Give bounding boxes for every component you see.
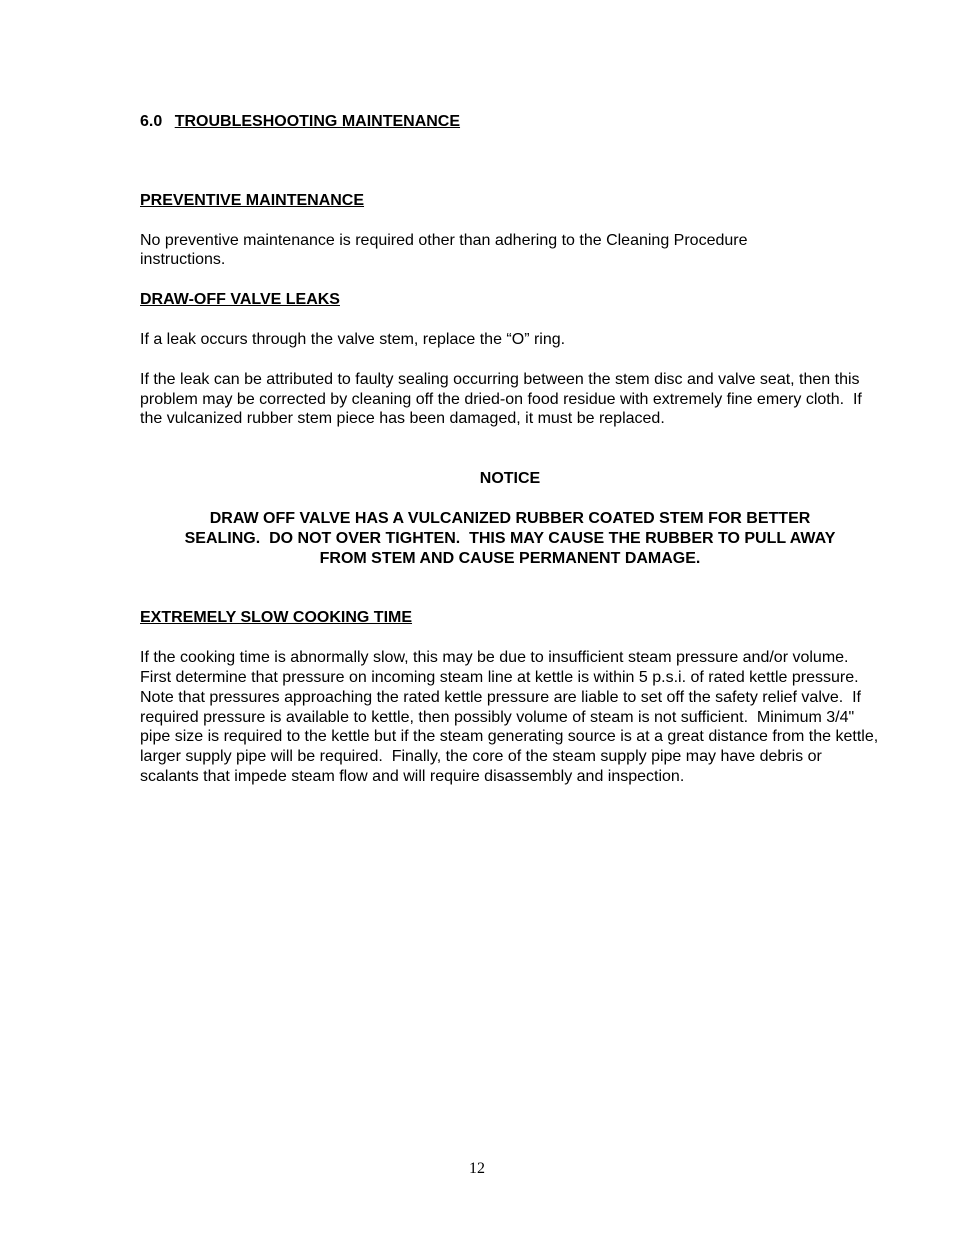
section-heading (140, 112, 880, 132)
notice-title: NOTICE (479, 470, 541, 488)
section-number: 6.0 (140, 113, 163, 130)
drawoff-para-2: If the leak can be attributed to faulty sealing occurring between the stem disc and valve seat, then this problem may be corrected by cleaning off the dried-on food residue with extremely fine emery cloth. If the vulcanized rubber stem piece has been damaged, it must be replaced. (140, 370, 862, 428)
document-page (140, 112, 880, 787)
slow-cooking-body: If the cooking time is abnormally slow, this may be due to insufficient steam pressure and/or volume. First determine that pressure on incoming steam line at kettle is within 5 p.s.i. of rated kettle pressure. Note that pressures approaching the rated kettle pressure are liable to set off the safety relief valve. If required pressure is available to kettle, then possibly volume of steam is not sufficient. Minimum 3/4" pipe size is required to the kettle but if the steam generating source is at a great distance from the kettle, larger supply pipe will be required. Finally, the core of the steam supply pipe may have debris or scalants that impede steam flow and will require disassembly and inspection. (140, 649, 879, 785)
drawoff-heading: DRAW-OFF VALVE LEAKS (140, 291, 340, 309)
section-title: TROUBLESHOOTING MAINTENANCE (174, 113, 461, 130)
preventive-body: No preventive maintenance is required other than adhering to the Cleaning Procedure instructions. (140, 231, 748, 269)
drawoff-para-1: If a leak occurs through the valve stem, replace the “O” ring. (140, 330, 566, 348)
page-number: 12 (469, 1160, 485, 1177)
notice-body: DRAW OFF VALVE HAS A VULCANIZED RUBBER COATED STEM FOR BETTER SEALING. DO NOT OVER TIGHTEN. THIS MAY CAUSE THE RUBBER TO PULL AWAY FROM STEM AND CAUSE PERMANENT DAMAGE. (184, 509, 836, 567)
preventive-heading: PREVENTIVE MAINTENANCE (140, 191, 365, 209)
slow-cooking-heading: EXTREMELY SLOW COOKING TIME (140, 609, 413, 627)
